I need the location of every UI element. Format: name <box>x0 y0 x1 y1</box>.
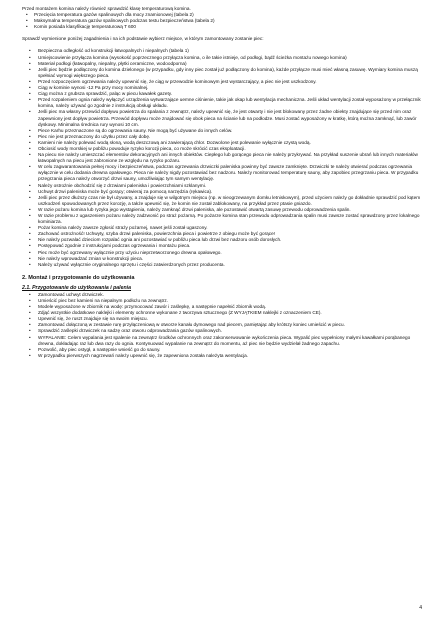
list-item: • Postępować zgodnie z instrukcjami podczas ogrzewania i montażu pieca. <box>22 243 424 249</box>
list-item: • Ciąg można z grubsza sprawdzić, paląc w piecu kawałek gazety. <box>22 91 424 97</box>
list-item: • W przypadku pierwszych nagrzewań należy upewnić się, że zapewniona została należyta wentylacja. <box>22 353 424 359</box>
list-item: • Maksymalna temperatura gazów spalinowych podczas testu bezpieczeństwa (tabela 2) <box>22 18 424 24</box>
list-item: • Obciosić wody morskiej w pobliżu powoduje ryzyko korozji pieca, co może skrócić czas eksploatacji. <box>22 146 424 152</box>
list-item: • Piec może być ogrzewany wyłącznie przy użyciu nieprzetworzonego drewna opałowego. <box>22 250 424 256</box>
list-item: • Umiejscowienie przyłącza komina (wysokość poprzecznego przyłącza komina, o ile takie istnieje, od podłogi, bądź ścieżka montażu nowego komina) <box>22 55 424 61</box>
list-item: • Zachować ostrożność! Uchwyty, szyba drzwi paleniska, powierzchnia pieca i powietrze z obiegu może być gorące! <box>22 231 424 237</box>
list-item: • Nie należy pozwalać dzieciom rozpalać ognia ani pozostawiać w pobliżu pieca lub drzwi bez nadzoru osób dorosłych. <box>22 237 424 243</box>
list-item: • Bezpieczna odległość od konstrukcji łatwopalnych i niepalnych (tabela 1) <box>22 48 424 54</box>
list-item: • Jeśli piec będzie podłączony do komina dzielonego (w przypadku, gdy inny piec został już podłączony do komina), każde przyłącze musi mieć własną zasuwę. Wymiary komina muszą spełniać wymogi większego pieca. <box>22 67 424 79</box>
list-item: • Zdjąć wszystkie dodatkowe naklejki i elementy ochronne wykonane z tworzywa sztucznego (Z WYJĄTKIEM naklejki z oznaczeniem CE). <box>22 310 424 316</box>
list-item: • Piece Karhu przeznaczone są do ogrzewania sauny. Nie mogą być używane do innych celów. <box>22 128 424 134</box>
list-item: • Sprawdzić zaślepki drzwiczek na sadzę oraz otworu odprowadzania gazów spalinowych. <box>22 328 424 334</box>
list-item: • Na piecu nie należy umieszczać elementów dekoracyjnych ani innych obiektów. Ciepłego lub gorącego pieca nie należy przykrywać. Na przykład suszenie ubrań lub innych materiałów łatwopalnych na piecu jest zabronione ze względu na ryzyko pożaru. <box>22 152 424 164</box>
list-item: • Kamieni nie należy polewać wodą słoną, wodą deszczową ani zawierającą chlor. Dozwolone jest polewanie wyłącznie czystą wodą. <box>22 140 424 146</box>
list-item: • Przed rozpoczęciem ogrzewania należy upewnić się, że ciąg w przewodzie kominowym jest wystarczający, a piec nie jest uszkodzony. <box>22 79 424 85</box>
list-item: • Piec nie jest przeznaczony do użytku przez cały dobę. <box>22 134 424 140</box>
check-intro-paragraph: Sprawdź wymienione poniżej zagadnienia i na ich podstawie wybierz miejsce, w którym zamontowany zostanie piec: <box>22 36 264 42</box>
list-item: • WYPALANIE: Celem wypalania jest spalenie na zewnątrz środków ochronnych oraz zakonserwowanie wykończenia pieca. Wypalić piec wypełniony małymi kawałkami porąbanego drewna, dokładając raz lub dwa razy do ognia. Kontynuować wypalanie na zewnątrz do momentu, aż piec nie będzie wydzielał żadnego zapachu. <box>22 335 424 347</box>
list-item: • Zamontować uchwyt drzwiczek. <box>22 292 424 298</box>
list-item: • Należy ostrożnie obchodzić się z drzwiami paleniska i powierzchniami szklanymi. <box>22 183 424 189</box>
intro-paragraph: Przed montażem komina należy również sprawdzić klasę temperaturową komina. <box>22 6 191 11</box>
subsection-heading: 2.1. Przygotowanie do użytkowania i palenia <box>22 284 131 291</box>
page-number: 4 <box>419 605 422 611</box>
list-item: • Umieścić piec bez kamieni na niepalnym podłożu na zewnątrz. <box>22 298 424 304</box>
list-item: • Pozwolić, aby piec ostygł, a następnie wnieść go do sauny. <box>22 347 424 353</box>
list-item: • W razie problemu z ugaszeniem pożaru należy zadzwonić po straż pożarną. Po pożarze komina stan przewodu odprowadzania spalin musi zawsze zostać sprawdzony przez lokalnego kominiarza. <box>22 213 424 225</box>
list-item: • Ciąg w kominie wynosi -12 Pa przy mocy nominalnej. <box>22 85 424 91</box>
list-item: • W celu zagwarantowania pełnej mocy i bezpieczeństwa, podczas ogrzewania drzwiczki paleniska powinny być zawsze zamknięte. Drzwiczki te należy otwierać podczas ogrzewania wyłącznie w celu dodania drewna opałowego. Pieca nie należy nigdy pozostawiać bez nadzoru. Należy monitorować temperaturę sauny, aby zapobiec przegrzaniu pieca. W przypadku przegrzania pieca należy otworzyć drzwi sauny, umożliwiając tym samym wentylację. <box>22 164 424 182</box>
list-item: • Przed rozpaleniem ognia należy wyłączyć urządzenia wytwarzające uemne ciśnienie, takie jak okap lub wentylacja mechaniczna. Jeśli układ wentylacji został wyposażony w przełącznik komina, należy używać go zgodnie z instrukcją obsługi układu. <box>22 97 424 109</box>
list-item: • Komin posiada klasyfikację temperaturową T 600 <box>22 24 424 30</box>
safety-checklist <box>22 48 424 267</box>
list-item: • Modele wyposażone w zbiornik na wodę: przymocować zawór i zaślepkę, a następnie napełnić zbiornik wodą. <box>22 304 424 310</box>
list-item: • Należy używać wyłącznie oryginalnego sprzętu i części zatwierdzonych przez producenta. <box>22 262 424 268</box>
list-item: • Materiał podłogi (łatwopalny, niepalny, płytki ceramiczne, wodoodporna) <box>22 61 424 67</box>
list-item: • Pożar komina należy zawsze zgłosić straży pożarnej, nawet jeśli został ugaszony. <box>22 225 424 231</box>
list-item: • Nie należy wprowadzać zmian w konstrukcji pieca. <box>22 256 424 262</box>
list-item: • Przecięcia temperatura gazów spalinowych dla mocy znamionowej (tabela 2) <box>22 12 424 18</box>
list-item: • Uchwyt drzwi paleniska może być gorący; otwieraj za pomocą narzędzia (rękawica). <box>22 189 424 195</box>
temperature-checklist <box>22 12 424 30</box>
list-item: • Jeśli piec ma własny przewód dopływu powietrza do spalania z zewnątrz, należy upewnić się, że jest otwarty i nie jest blokowany przez żadne obiekty znajdujące się przed nim oraz zapewniony jest dopływ powietrza. Przewód dopływu może znajdować się obok pieca na ścianie lub na podłodze. Musi zostać wyposażony w kratkę, którą można zamknąć, lub zawór dyskowy. Minimalna średnica rury wynosi 10 cm. <box>22 109 424 127</box>
list-item: • Zamontować dołączoną w zestawie rurę przyłączeniową w otworze kanału dymowego nad piecem, pamiętając aby krótszy koniec umieścić w piecu. <box>22 322 424 328</box>
section-heading: 2. Montaż i przygotowanie do użytkowania <box>22 274 135 281</box>
list-item: • Jeśli piec przez dłuższy czas nie był używany, a znajduje się w wilgotnym miejscu (np. w nieogrzewanym domku letniskowym), przed użyciem należy go dokładnie sprawdzić pod kątem uszkodzeń spowodowanych przez korozję, a także upewnić się, że komin nie został zablokowany, na przykład przez ptasie gniazdo. <box>22 195 424 207</box>
preparation-list <box>22 292 424 359</box>
list-item: • Upewnić się, że ruszt znajduje się na swoim miejscu. <box>22 316 424 322</box>
list-item: • W razie pożaru komina lub ryzyka jego wystąpienia, należy zamknąć drzwi paleniska, ale pozostawić otwartą zasuwę przewodu odprowadzenia spalin. <box>22 207 424 213</box>
